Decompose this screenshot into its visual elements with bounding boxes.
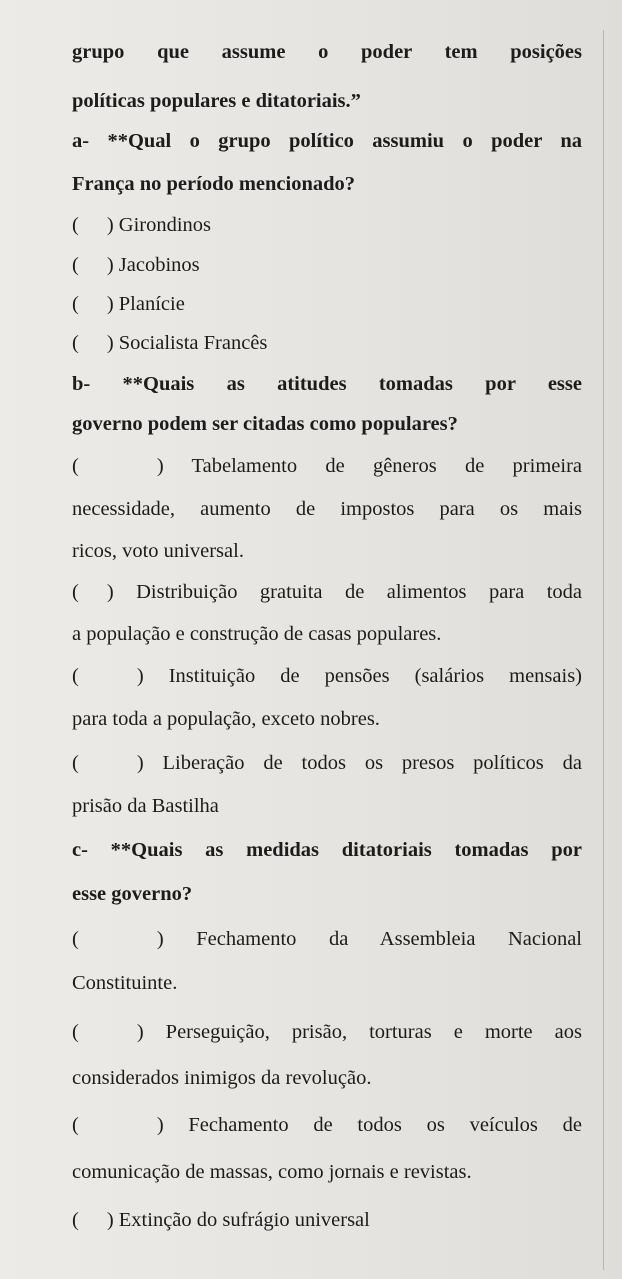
checkbox-parenthesis: ( — [72, 928, 79, 950]
checkbox-parenthesis: ( — [72, 665, 79, 687]
question-c-option-3-line-1[interactable] — [72, 1113, 582, 1137]
checkbox-parenthesis: ( — [72, 752, 79, 774]
question-a-line-2: França no período mencionado? — [72, 173, 356, 195]
question-c-option-1-line-1[interactable] — [72, 927, 582, 951]
question-b-option-1-line-2: necessidade, aumento de impostos para os mais — [72, 498, 582, 520]
question-a-option-planicie[interactable] — [72, 292, 582, 316]
option-label: ) Instituição de pensões (salários mensais) — [136, 665, 582, 687]
question-a-option-socialista[interactable] — [72, 331, 582, 355]
question-b-line-1: b- **Quais as atitudes tomadas por esse — [72, 373, 582, 395]
option-label: ) Socialista Francês — [106, 332, 268, 354]
checkbox-parenthesis: ( — [72, 214, 79, 236]
question-c-option-2-line-2: considerados inimigos da revolução. — [72, 1067, 372, 1089]
checkbox-parenthesis: ( — [72, 581, 79, 603]
option-label: ) Liberação de todos os presos políticos da — [136, 752, 582, 774]
option-label: ) Fechamento de todos os veículos de — [156, 1114, 582, 1136]
question-c-option-2-line-1[interactable] — [72, 1020, 582, 1044]
intro-text-line-2: políticas populares e ditatoriais.” — [72, 90, 361, 112]
checkbox-parenthesis: ( — [72, 1209, 79, 1231]
question-c-line-2: esse governo? — [72, 883, 193, 905]
option-label: ) Distribuição gratuita de alimentos para toda — [106, 581, 582, 603]
question-b-option-3-line-2: para toda a população, exceto nobres. — [72, 708, 380, 730]
question-b-option-2-line-2: a população e construção de casas populares. — [72, 623, 442, 645]
question-b-option-3-line-1[interactable] — [72, 664, 582, 688]
question-a-line-1: a- **Qual o grupo político assumiu o poder na — [72, 130, 582, 152]
option-label: ) Planície — [106, 293, 185, 315]
checkbox-parenthesis: ( — [72, 332, 79, 354]
question-b-option-1-line-3: ricos, voto universal. — [72, 540, 244, 562]
page-edge-line — [603, 30, 604, 1270]
question-b-option-4-line-2: prisão da Bastilha — [72, 795, 219, 817]
intro-text-line-1: grupo que assume o poder tem posições — [72, 41, 582, 63]
question-c-option-4-line-1[interactable] — [72, 1208, 582, 1232]
option-label: ) Perseguição, prisão, torturas e morte aos — [136, 1021, 582, 1043]
option-label: ) Girondinos — [106, 214, 212, 236]
checkbox-parenthesis: ( — [72, 254, 79, 276]
question-b-line-2: governo podem ser citadas como populares? — [72, 413, 458, 435]
question-a-option-girondinos[interactable] — [72, 213, 582, 237]
checkbox-parenthesis: ( — [72, 293, 79, 315]
option-label: ) Jacobinos — [106, 254, 200, 276]
checkbox-parenthesis: ( — [72, 1021, 79, 1043]
checkbox-parenthesis: ( — [72, 1114, 79, 1136]
question-b-option-2-line-1[interactable] — [72, 580, 582, 604]
checkbox-parenthesis: ( — [72, 455, 79, 477]
option-label: ) Tabelamento de gêneros de primeira — [156, 455, 582, 477]
question-a-option-jacobinos[interactable] — [72, 253, 582, 277]
question-c-line-1: c- **Quais as medidas ditatoriais tomadas por — [72, 839, 582, 861]
option-label: ) Extinção do sufrágio universal — [106, 1209, 370, 1231]
question-b-option-1-line-1[interactable] — [72, 454, 582, 478]
option-label: ) Fechamento da Assembleia Nacional — [156, 928, 582, 950]
question-b-option-4-line-1[interactable] — [72, 751, 582, 775]
question-c-option-3-line-2: comunicação de massas, como jornais e revistas. — [72, 1161, 472, 1183]
question-c-option-1-line-2: Constituinte. — [72, 972, 178, 994]
